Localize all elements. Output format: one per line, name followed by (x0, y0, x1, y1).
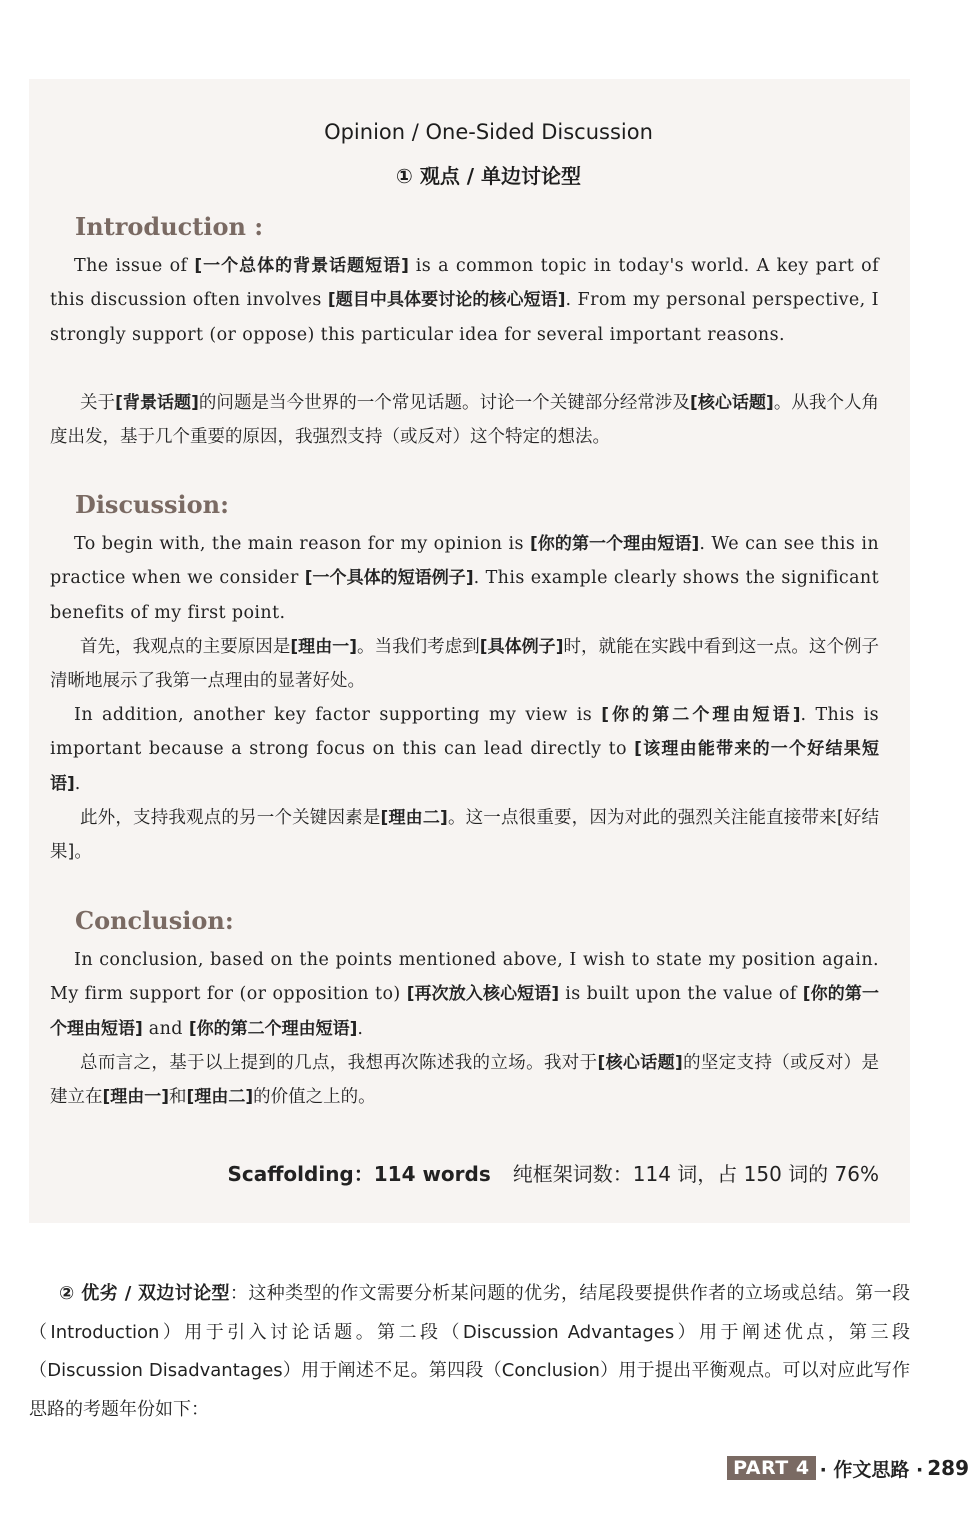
scaffolding-count (227, 1158, 879, 1187)
text: 。当我们考虑到 (357, 637, 480, 657)
part-badge: PART 4 (727, 1456, 815, 1480)
discussion-en-paragraph-2 (50, 698, 879, 801)
placeholder-phrase: [该理由能带来的一个好结果短语] (50, 739, 879, 794)
text: . (74, 773, 81, 794)
placeholder-phrase: [理由二] (380, 808, 448, 828)
conclusion-heading: Conclusion: (75, 906, 234, 935)
text: 和 (169, 1087, 187, 1108)
page-footer (727, 1453, 969, 1483)
conclusion-en-paragraph (50, 943, 879, 1046)
text: 。这一点很重要，因为对此的强烈关注能直接带来[好结果]。 (50, 808, 880, 863)
text: 。从我个人角度出发，基于几个重要的原因，我强烈支持（或反对）这个特定的想法。 (50, 393, 880, 448)
discussion-zh-paragraph-1 (50, 630, 879, 699)
text: The issue of (74, 256, 195, 276)
text: 此外，支持我观点的另一个关键因素是 (80, 808, 381, 828)
placeholder-phrase: [你的第一个理由短语] (50, 984, 879, 1039)
placeholder-phrase: [再次放入核心短语] (406, 984, 560, 1005)
intro-zh-paragraph (50, 386, 879, 455)
placeholder-phrase: [题目中具体要讨论的核心短语] (327, 290, 566, 311)
intro-en-paragraph (50, 249, 879, 352)
text: 首先，我观点的主要原因是 (80, 637, 291, 657)
text: . From my personal perspective, I strongly support (or oppose) this particular idea for several important reasons. (50, 290, 879, 345)
card-title-en: Opinion / One-Sided Discussion (324, 120, 653, 144)
next-type-paragraph (29, 1275, 910, 1429)
discussion-heading: Discussion: (75, 490, 229, 519)
text: . (357, 1018, 364, 1039)
text: . We can see this in practice when we consider (50, 534, 879, 589)
placeholder-phrase: [一个具体的短语例子] (304, 568, 474, 589)
discussion-en-paragraph-1 (50, 527, 879, 630)
text: To begin with, the main reason for my opinion is (74, 534, 530, 554)
text: is built upon the value of (559, 984, 803, 1005)
text: 的坚定支持（或反对）是建立在 (50, 1053, 880, 1108)
placeholder-phrase: [具体例子] (479, 637, 564, 657)
text: In conclusion, based on the points mentioned above, I wish to state my position again. My firm support for (or opposition to) (50, 950, 879, 1005)
next-type-label: ② 优劣 / 双边讨论型 (59, 1283, 230, 1304)
text: 的价值之上的。 (253, 1087, 376, 1108)
discussion-zh-paragraph-2 (50, 801, 879, 870)
placeholder-phrase: [理由一] (290, 637, 358, 657)
next-type-text: ：这种类型的作文需要分析某问题的优劣，结尾段要提供作者的立场或总结。第一段（Introduction）用于引入讨论话题。第二段（Discussion Advantages）用于阐述优点，第三段（Discussion Disadvantages）用于阐述不足。第四段（Conclusion）用于提出平衡观点。可以对应此写作思路的考题年份如下： (29, 1283, 910, 1420)
card-title-zh: ① 观点 / 单边讨论型 (395, 164, 582, 188)
text: . This is important because a strong focus on this can lead directly to (50, 705, 879, 760)
placeholder-phrase: [一个总体的背景话题短语] (194, 256, 409, 276)
placeholder-phrase: [核心话题] (597, 1053, 683, 1073)
placeholder-phrase: [背景话题] (115, 393, 199, 413)
placeholder-phrase: [你的第二个理由短语] (188, 1018, 358, 1039)
text: is a common topic in today's world. A key part of this discussion often involves (50, 256, 879, 311)
scaffolding-en: Scaffolding：114 words (227, 1162, 491, 1186)
text: 关于 (80, 393, 116, 413)
text: 的问题是当今世界的一个常见话题。讨论一个关键部分经常涉及 (198, 393, 691, 413)
section-title: · 作文思路 · (819, 1458, 924, 1481)
intro-heading: Introduction : (75, 212, 264, 241)
placeholder-phrase: [你的第二个理由短语] (601, 705, 801, 725)
text: . This example clearly shows the significant benefits of my first point. (50, 568, 880, 623)
page-number: 289 (927, 1456, 969, 1480)
scaffolding-zh: 纯框架词数：114 词，占 150 词的 76% (512, 1162, 879, 1186)
text: In addition, another key factor supporting my view is (74, 705, 602, 725)
text: 时，就能在实践中看到这一点。这个例子清晰地展示了我第一点理由的显著好处。 (50, 637, 880, 692)
placeholder-phrase: [理由一] (102, 1087, 170, 1108)
placeholder-phrase: [你的第一个理由短语] (529, 534, 700, 554)
text: 总而言之，基于以上提到的几点，我想再次陈述我的立场。我对于 (80, 1053, 598, 1073)
text: and (142, 1018, 189, 1039)
conclusion-zh-paragraph (50, 1046, 879, 1115)
placeholder-phrase: [理由二] (186, 1087, 254, 1108)
placeholder-phrase: [核心话题] (690, 393, 774, 413)
